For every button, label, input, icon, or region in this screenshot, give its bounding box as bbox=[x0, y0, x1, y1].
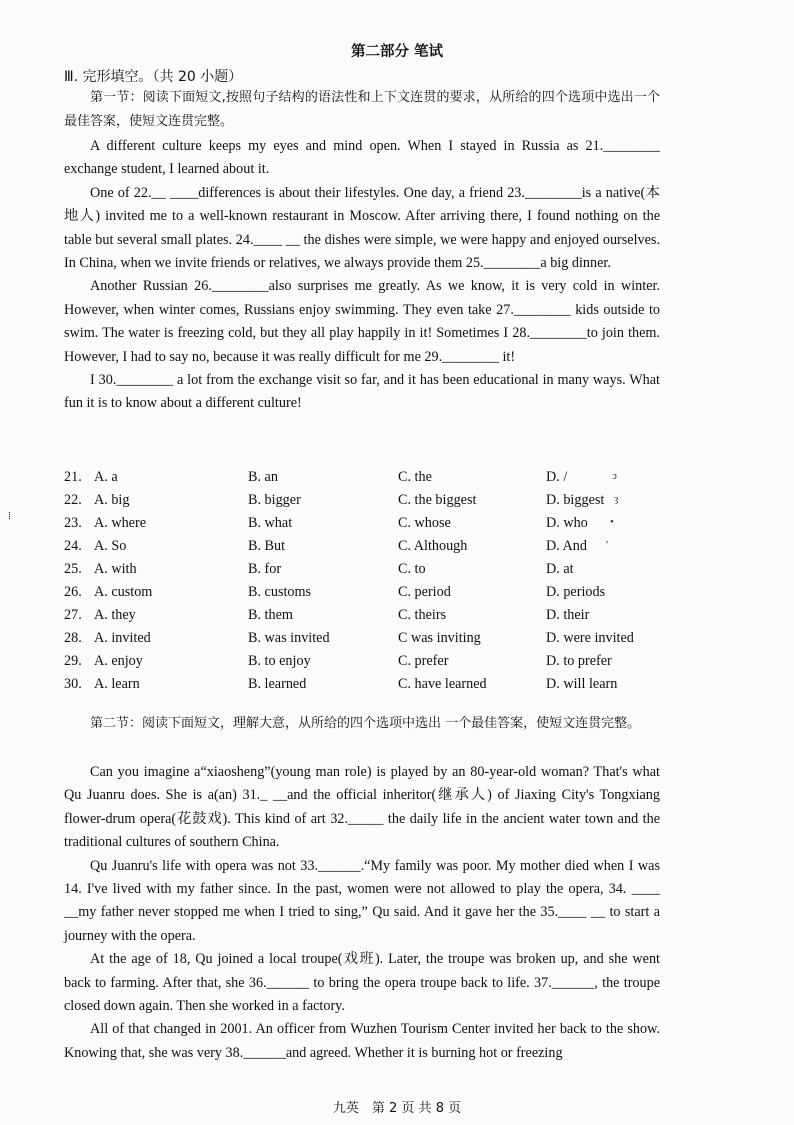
option-row bbox=[64, 489, 684, 512]
option-d: D. to prefer bbox=[546, 653, 612, 669]
option-d: D. were invited bbox=[546, 630, 634, 646]
part1-passage bbox=[64, 135, 660, 416]
option-row bbox=[64, 627, 684, 650]
option-a: A. invited bbox=[94, 630, 151, 646]
pencil-mark: ȝ bbox=[614, 493, 619, 505]
option-a: A. custom bbox=[94, 584, 153, 600]
question-number: 24. bbox=[64, 538, 82, 554]
passage-paragraph: One of 22.__ ____differences is about their lifestyles. One day, a friend 23.________is a native(本地人) invited me to a well-known restaurant in Moscow. After arriving there, I found nothing on the table but several small plates. 24.____ __ the dishes were simple, we were happy and enjoyed ourselves. In China, when we invite friends or relatives, we always provide them 25.________a big dinner. bbox=[64, 184, 660, 272]
option-b: B. customs bbox=[248, 584, 312, 600]
option-row bbox=[64, 535, 684, 558]
answer-options bbox=[64, 466, 684, 696]
option-c: C. whose bbox=[398, 515, 451, 531]
option-b: B. them bbox=[248, 607, 293, 623]
passage-paragraph: A different culture keeps my eyes and mind open. When I stayed in Russia as 21.________ exchange student, I learned about it. bbox=[64, 138, 660, 178]
passage-paragraph: I 30.________ a lot from the exchange visit so far, and it has been educational in many ways. What fun it is to know about a different culture! bbox=[64, 372, 660, 412]
option-b: B. an bbox=[248, 469, 278, 485]
page-footer: 九英 第 2 页 共 8 页 bbox=[332, 1101, 462, 1116]
option-b: B. learned bbox=[248, 676, 307, 692]
option-b: B. was invited bbox=[248, 630, 330, 646]
option-d: D. And bbox=[546, 538, 587, 554]
question-number: 28. bbox=[64, 630, 82, 646]
option-c: C. the biggest bbox=[398, 492, 477, 508]
question-number: 29. bbox=[64, 653, 82, 669]
option-d: D. at bbox=[546, 561, 574, 577]
passage-paragraph: Another Russian 26.________also surprises me greatly. As we know, it is very cold in winter. However, when winter comes, Russians enjoy swimming. They even take 27.________ kids outside to swim. The water is freezing cold, but they all play happily in it! Sometimes I 28.________to join them. However, I had to say no, because it was really difficult for me 29.________ it! bbox=[64, 278, 660, 365]
passage-paragraph: At the age of 18, Qu joined a local troupe(戏班). Later, the troupe was broken up, and she went back to farming. After that, she 36.______ to bring the opera troupe back to life. 37.______, the troupe closed down again. Then she worked in a factory. bbox=[64, 951, 660, 1015]
option-a: A. big bbox=[94, 492, 130, 508]
part1-instruction: 第一节：阅读下面短文,按照句子结构的语法性和上下文连贯的要求，从所给的四个选项中选出一个最佳答案，使短文连贯完整。 bbox=[64, 90, 660, 129]
page-title: 第二部分 笔试 bbox=[350, 44, 444, 60]
option-row bbox=[64, 604, 684, 627]
option-d: D. will learn bbox=[546, 676, 618, 692]
option-a: A. learn bbox=[94, 676, 140, 692]
option-a: A. a bbox=[94, 469, 118, 485]
option-c: C. Although bbox=[398, 538, 468, 554]
option-row bbox=[64, 558, 684, 581]
option-row bbox=[64, 512, 684, 535]
option-a: A. So bbox=[94, 538, 127, 554]
question-number: 21. bbox=[64, 469, 82, 485]
pencil-mark: ʹ bbox=[606, 539, 609, 551]
option-c: C. period bbox=[398, 584, 451, 600]
part2-instruction: 第二节：阅读下面短文，理解大意，从所给的四个选项中选出 一个最佳答案，使短文连贯完整。 bbox=[90, 716, 641, 731]
passage-paragraph: Qu Juanru's life with opera was not 33.______.“My family was poor. My mother died when I was 14. I've lived with my father since. In the past, women were not allowed to play the opera, 34. ____ __my father never stopped me when I tried to sing,” Qu said. And it gave her the 35.____ __ to start a journey with the opera. bbox=[64, 857, 660, 944]
option-a: A. where bbox=[94, 515, 146, 531]
part2-passage bbox=[64, 761, 660, 1065]
option-d: D. their bbox=[546, 607, 590, 623]
option-c: C. have learned bbox=[398, 676, 487, 692]
option-a: A. enjoy bbox=[94, 653, 143, 669]
option-d: D. periods bbox=[546, 584, 606, 600]
section-heading: Ⅲ. 完形填空。（共 20 小题） bbox=[64, 69, 243, 85]
option-row bbox=[64, 466, 684, 489]
option-b: B. to enjoy bbox=[248, 653, 311, 669]
question-number: 26. bbox=[64, 584, 82, 600]
question-number: 27. bbox=[64, 607, 82, 623]
option-b: B. for bbox=[248, 561, 282, 577]
option-b: B. bigger bbox=[248, 492, 301, 508]
option-c: C. theirs bbox=[398, 607, 447, 623]
option-row bbox=[64, 673, 684, 696]
option-c: C. to bbox=[398, 561, 426, 577]
option-b: B. what bbox=[248, 515, 293, 531]
option-d: D. biggest bbox=[546, 492, 605, 508]
option-c: C. the bbox=[398, 469, 432, 485]
option-a: A. with bbox=[94, 561, 137, 577]
passage-paragraph: All of that changed in 2001. An officer from Wuzhen Tourism Center invited her back to the show. Knowing that, she was very 38.______and agreed. Whether it is burning hot or freezing bbox=[64, 1021, 660, 1061]
question-number: 30. bbox=[64, 676, 82, 692]
question-number: 22. bbox=[64, 492, 82, 508]
pencil-mark: ↄ bbox=[612, 470, 617, 482]
option-d: D. who bbox=[546, 515, 588, 531]
option-row bbox=[64, 581, 684, 604]
binding-mark: ⁞ bbox=[8, 510, 12, 522]
option-c: C. prefer bbox=[398, 653, 449, 669]
option-b: B. But bbox=[248, 538, 286, 554]
option-c: C was inviting bbox=[398, 630, 481, 646]
question-number: 25. bbox=[64, 561, 82, 577]
option-row bbox=[64, 650, 684, 673]
question-number: 23. bbox=[64, 515, 82, 531]
option-d: D. / bbox=[546, 469, 568, 485]
option-a: A. they bbox=[94, 607, 136, 623]
passage-paragraph: Can you imagine a“xiaosheng”(young man role) is played by an 80-year-old woman? That's what Qu Juanru does. She is a(an) 31._ __and the official inheritor(继承人) of Jiaxing City's Tongxiang flower-drum opera(花鼓戏). This kind of art 32._____ the daily life in the ancient water town and the traditional cultures of southern China. bbox=[64, 764, 660, 851]
pencil-mark: • bbox=[610, 516, 614, 528]
